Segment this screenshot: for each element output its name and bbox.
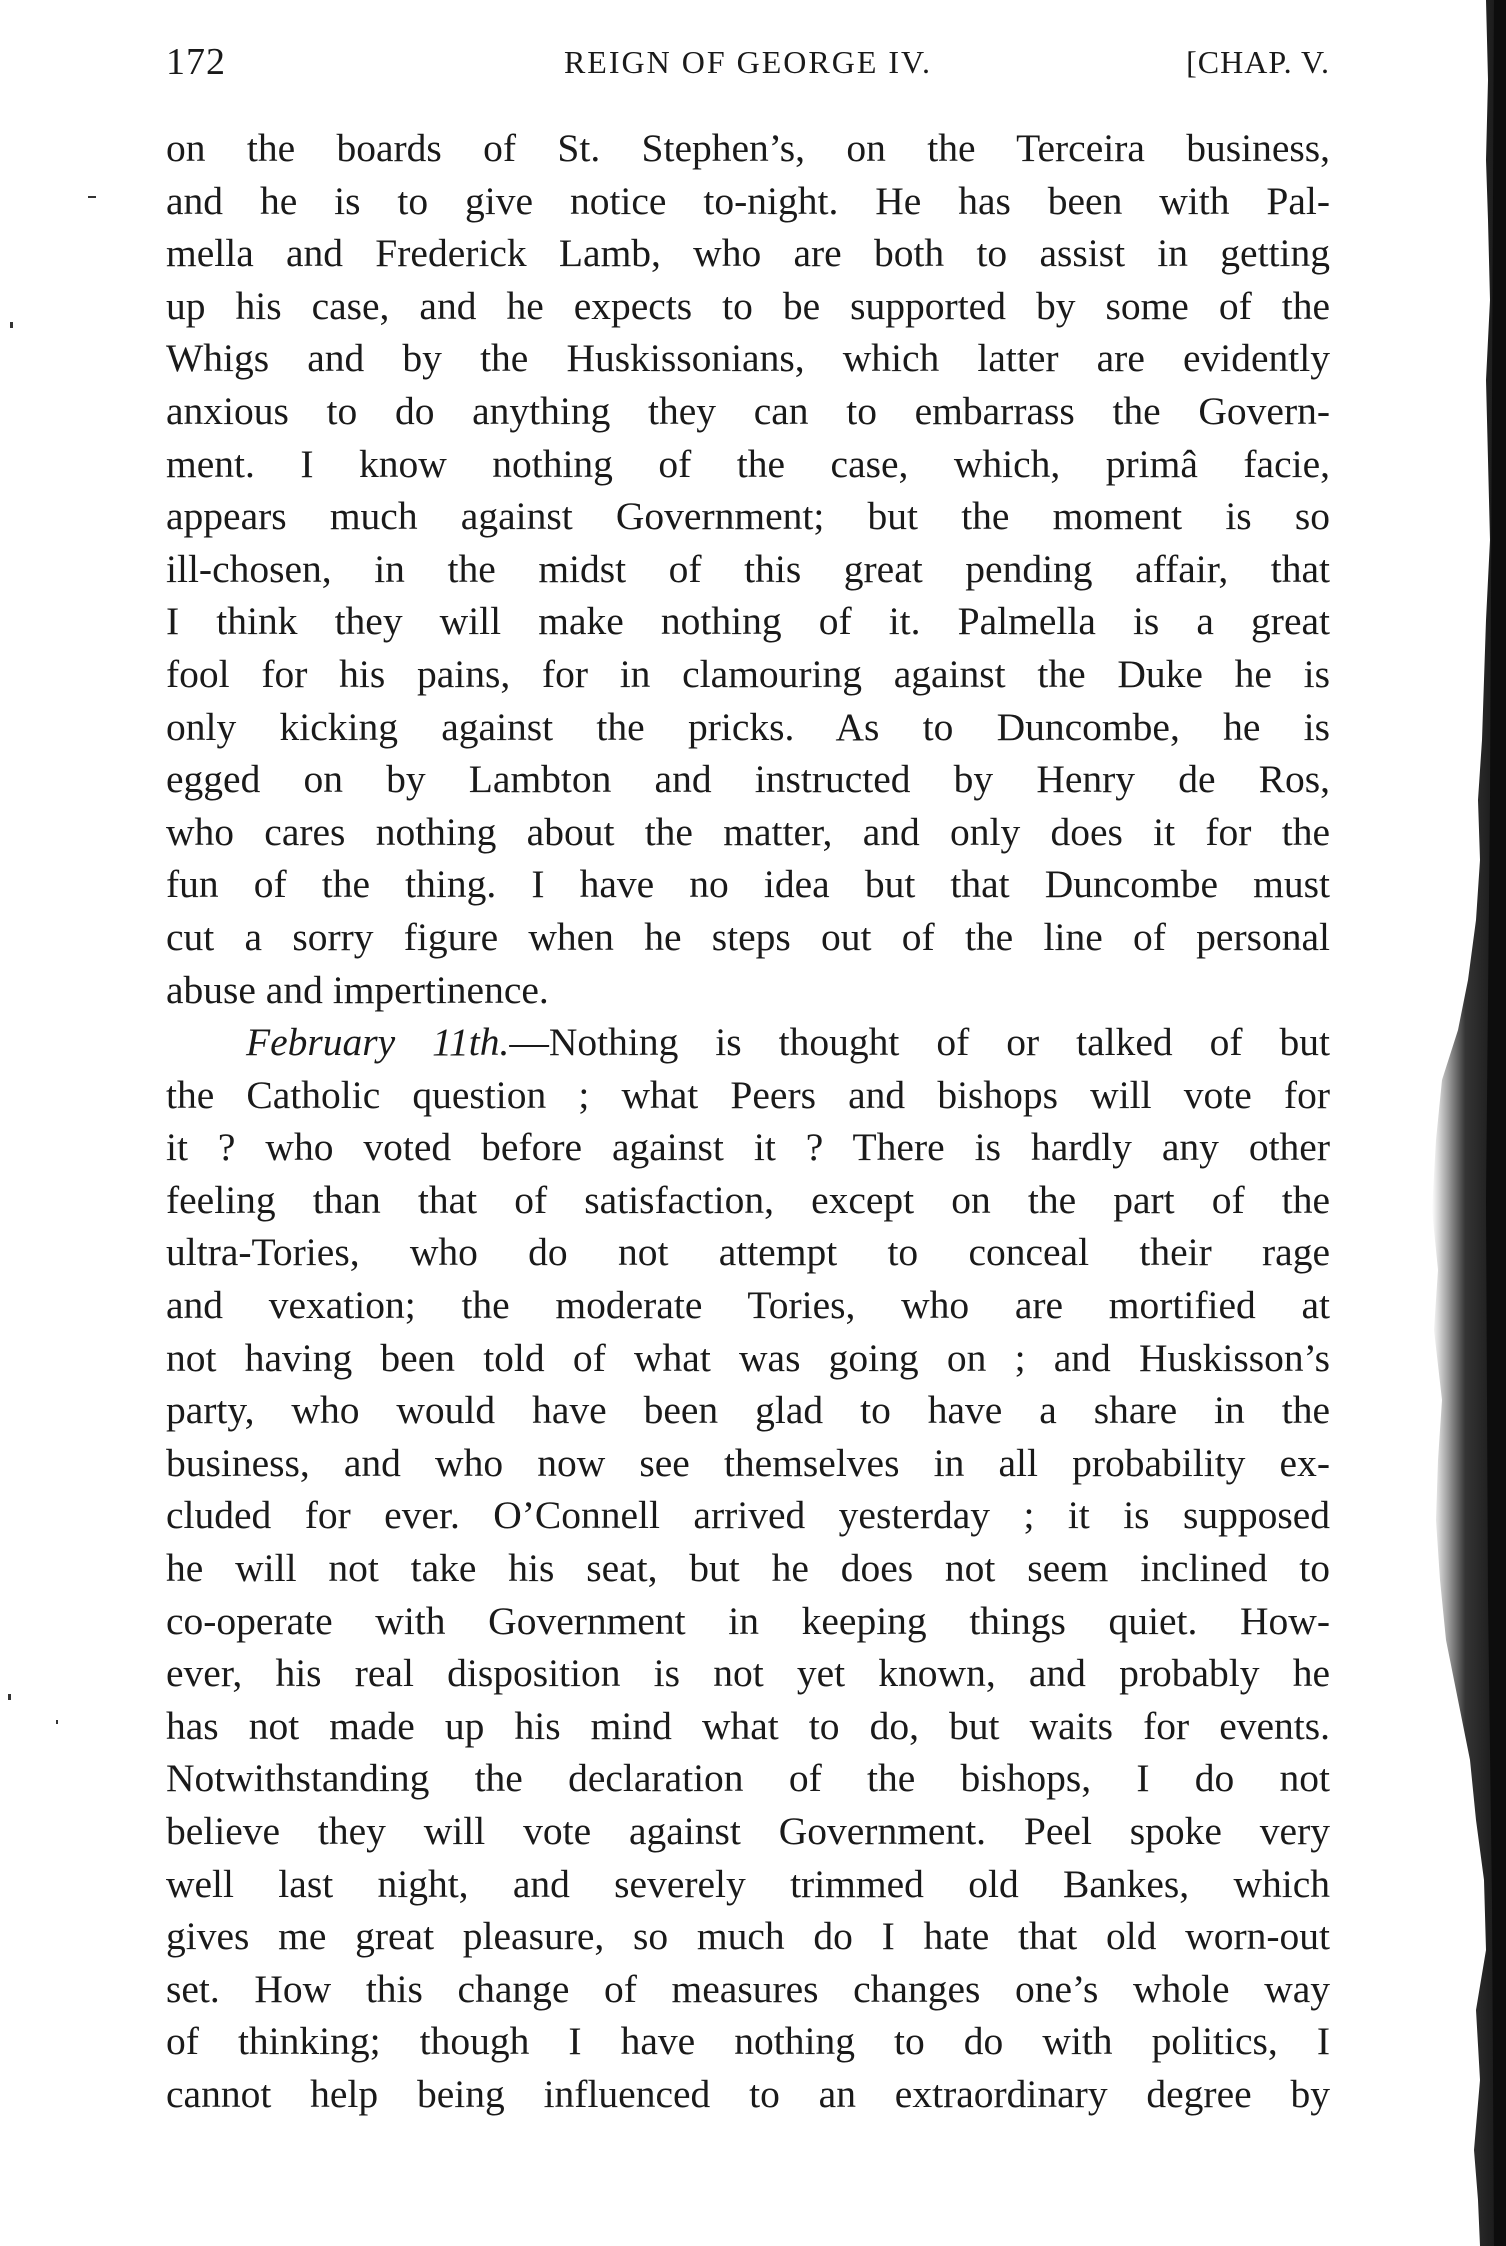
margin-speck	[8, 1694, 11, 1700]
text-line: well last night, and severely trimmed old Bankes, which	[166, 1861, 1330, 1906]
text-line: cut a sorry figure when he steps out of the line of personal	[166, 914, 1330, 959]
text-line: party, who would have been glad to have a share in the	[166, 1388, 1330, 1433]
body-text	[166, 122, 1330, 2121]
chapter-label: [CHAP. V.	[1186, 44, 1330, 80]
text-line: who cares nothing about the matter, and only does it for the	[166, 809, 1330, 854]
text-line: anxious to do anything they can to embarrass the Govern-	[166, 388, 1330, 433]
text-line: ever, his real disposition is not yet known, and probably he	[166, 1651, 1330, 1696]
text-line: gives me great pleasure, so much do I hate that old worn-out	[166, 1914, 1330, 1959]
text-line: of thinking; though I have nothing to do with politics, I	[166, 2019, 1330, 2064]
running-head	[166, 40, 1330, 90]
margin-speck	[88, 196, 96, 198]
text-line: I think they will make nothing of it. Palmella is a great	[166, 599, 1330, 644]
text-line: egged on by Lambton and instructed by Henry de Ros,	[166, 757, 1330, 802]
paragraph-terceira	[166, 122, 1330, 1016]
text-line: only kicking against the pricks. As to Duncombe, he is	[166, 704, 1330, 749]
text-line: on the boards of St. Stephen’s, on the Terceira business,	[166, 126, 1330, 170]
text-line: he will not take his seat, but he does not seem inclined to	[166, 1546, 1330, 1591]
text-line: fun of the thing. I have no idea but that Duncombe must	[166, 862, 1330, 907]
paragraph-february-11	[166, 1016, 1330, 2120]
text-line: business, and who now see themselves in all probability ex-	[166, 1440, 1330, 1485]
entry-first-line: —Nothing is thought of or talked of but	[509, 1020, 1330, 1065]
margin-speck	[56, 1720, 58, 1724]
text-line: cluded for ever. O’Connell arrived yesterday ; it is supposed	[166, 1493, 1330, 1538]
text-line: Notwithstanding the declaration of the bishops, I do not	[166, 1756, 1330, 1801]
text-line: fool for his pains, for in clamouring against the Duke he is	[166, 651, 1330, 696]
running-title: REIGN OF GEORGE IV.	[563, 44, 933, 80]
text-line-dated	[166, 1016, 1330, 1069]
binding-shadow	[1428, 0, 1506, 2246]
text-line: and he is to give notice to-night. He has been with Pal-	[166, 178, 1330, 223]
text-line: abuse and impertinence.	[166, 967, 549, 1012]
margin-speck	[10, 322, 13, 328]
text-line: mella and Frederick Lamb, who are both to assist in getting	[166, 231, 1330, 276]
text-line: set. How this change of measures changes one’s whole way	[166, 1966, 1330, 2011]
text-line: ment. I know nothing of the case, which, primâ facie,	[166, 441, 1330, 486]
text-line: not having been told of what was going on ; and Huskisson’s	[166, 1335, 1330, 1380]
text-line: ultra-Tories, who do not attempt to conceal their rage	[166, 1230, 1330, 1275]
text-line: Whigs and by the Huskissonians, which latter are evidently	[166, 336, 1330, 381]
text-line: up his case, and he expects to be supported by some of the	[166, 283, 1330, 328]
text-line: appears much against Government; but the moment is so	[166, 494, 1330, 539]
text-line: co-operate with Government in keeping things quiet. How-	[166, 1598, 1330, 1643]
page-number: 172	[166, 41, 226, 83]
text-line: the Catholic question ; what Peers and bishops will vote for	[166, 1072, 1330, 1117]
text-line: has not made up his mind what to do, but waits for events.	[166, 1703, 1330, 1748]
text-line: ill-chosen, in the midst of this great pending affair, that	[166, 546, 1330, 591]
text-line: and vexation; the moderate Tories, who are mortified at	[166, 1283, 1330, 1328]
text-line: it ? who voted before against it ? There is hardly any other	[166, 1125, 1330, 1170]
text-line: cannot help being influenced to an extraordinary degree by	[166, 2071, 1330, 2116]
text-line: feeling than that of satisfaction, except on the part of the	[166, 1177, 1330, 1222]
text-line: believe they will vote against Government. Peel spoke very	[166, 1809, 1330, 1853]
entry-date: February 11th.	[246, 1020, 510, 1065]
